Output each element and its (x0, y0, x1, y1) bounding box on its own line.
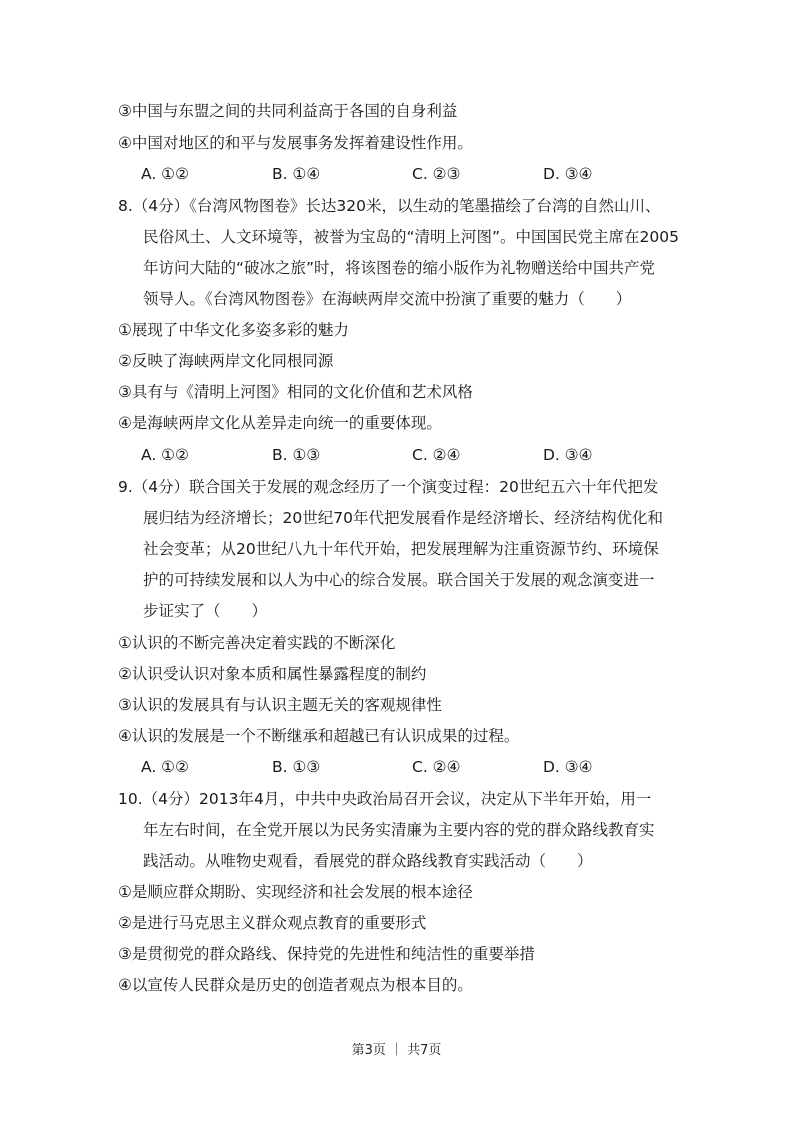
q9-stem-line-5: 步证实了（ ） (143, 602, 268, 620)
q9-option-b: B. ①③ (272, 758, 321, 776)
q9-item-4: ④认识的发展是一个不断继承和超越已有认识成果的过程。 (118, 727, 520, 745)
q9-option-a: A. ①② (141, 758, 189, 776)
q8-option-a: A. ①② (141, 446, 189, 464)
q9-option-d: D. ③④ (543, 758, 593, 776)
q10-item-1: ①是顺应群众期盼、实现经济和社会发展的根本途径 (118, 883, 473, 901)
q10-stem-line-1: 10.（4分）2013年4月，中共中央政治局召开会议，决定从下半年开始，用一 (118, 790, 652, 808)
q8-item-4: ④是海峡两岸文化从差异走向统一的重要体现。 (118, 414, 442, 432)
q9-stem-line-4: 护的可持续发展和以人为中心的综合发展。联合国关于发展的观念演变进一 (143, 571, 655, 589)
q9-stem-line-2: 展归结为经济增长；20世纪70年代把发展看作是经济增长、经济结构优化和 (143, 509, 663, 527)
q10-item-4: ④以宣传人民群众是历史的创造者观点为根本目的。 (118, 976, 473, 994)
q9-item-2: ②认识受认识对象本质和属性暴露程度的制约 (118, 665, 427, 683)
q10-stem-line-3: 践活动。从唯物史观看，看展党的群众路线教育实践活动（ ） (143, 852, 593, 870)
item-4: ④中国对地区的和平与发展事务发挥着建设性作用。 (118, 134, 473, 152)
q8-option-d: D. ③④ (543, 446, 593, 464)
option-a: A. ①② (141, 165, 189, 183)
q8-stem-line-2: 民俗风土、人文环境等，被誉为宝岛的“清明上河图”。中国国民党主席在2005 (143, 228, 680, 246)
q10-item-3: ③是贯彻党的群众路线、保持党的先进性和纯洁性的重要举措 (118, 945, 535, 963)
q8-stem-line-1: 8.（4分）《台湾风物图卷》长达320米，以生动的笔墨描绘了台湾的自然山川、 (118, 197, 661, 215)
q10-stem-line-2: 年左右时间，在全党开展以为民务实清廉为主要内容的党的群众路线教育实 (143, 821, 655, 839)
q8-item-1: ①展现了中华文化多姿多彩的魅力 (118, 321, 349, 339)
q9-option-c: C. ②④ (412, 758, 461, 776)
q10-item-2: ②是进行马克思主义群众观点教育的重要形式 (118, 914, 427, 932)
q9-item-3: ③认识的发展具有与认识主题无关的客观规律性 (118, 696, 442, 714)
q8-item-2: ②反映了海峡两岸文化同根同源 (118, 352, 334, 370)
q8-stem-line-4: 领导人。《台湾风物图卷》在海峡两岸交流中扮演了重要的魅力（ ） (143, 290, 632, 308)
item-3: ③中国与东盟之间的共同利益高于各国的自身利益 (118, 102, 458, 120)
option-b: B. ①④ (272, 165, 321, 183)
q9-stem-line-3: 社会变革；从20世纪八九十年代开始，把发展理解为注重资源节约、环境保 (143, 540, 659, 558)
option-d: D. ③④ (543, 165, 593, 183)
q8-stem-line-3: 年访问大陆的“破冰之旅”时，将该图卷的缩小版作为礼物赠送给中国共产党 (143, 259, 656, 277)
q8-option-c: C. ②④ (412, 446, 461, 464)
q8-item-3: ③具有与《清明上河图》相同的文化价值和艺术风格 (118, 383, 473, 401)
q9-stem-line-1: 9.（4分）联合国关于发展的观念经历了一个演变过程：20世纪五六十年代把发 (118, 478, 659, 496)
q8-option-b: B. ①③ (272, 446, 321, 464)
page-footer: 第3页 ｜ 共7页 (351, 1043, 442, 1058)
q9-item-1: ①认识的不断完善决定着实践的不断深化 (118, 634, 396, 652)
option-c: C. ②③ (412, 165, 461, 183)
